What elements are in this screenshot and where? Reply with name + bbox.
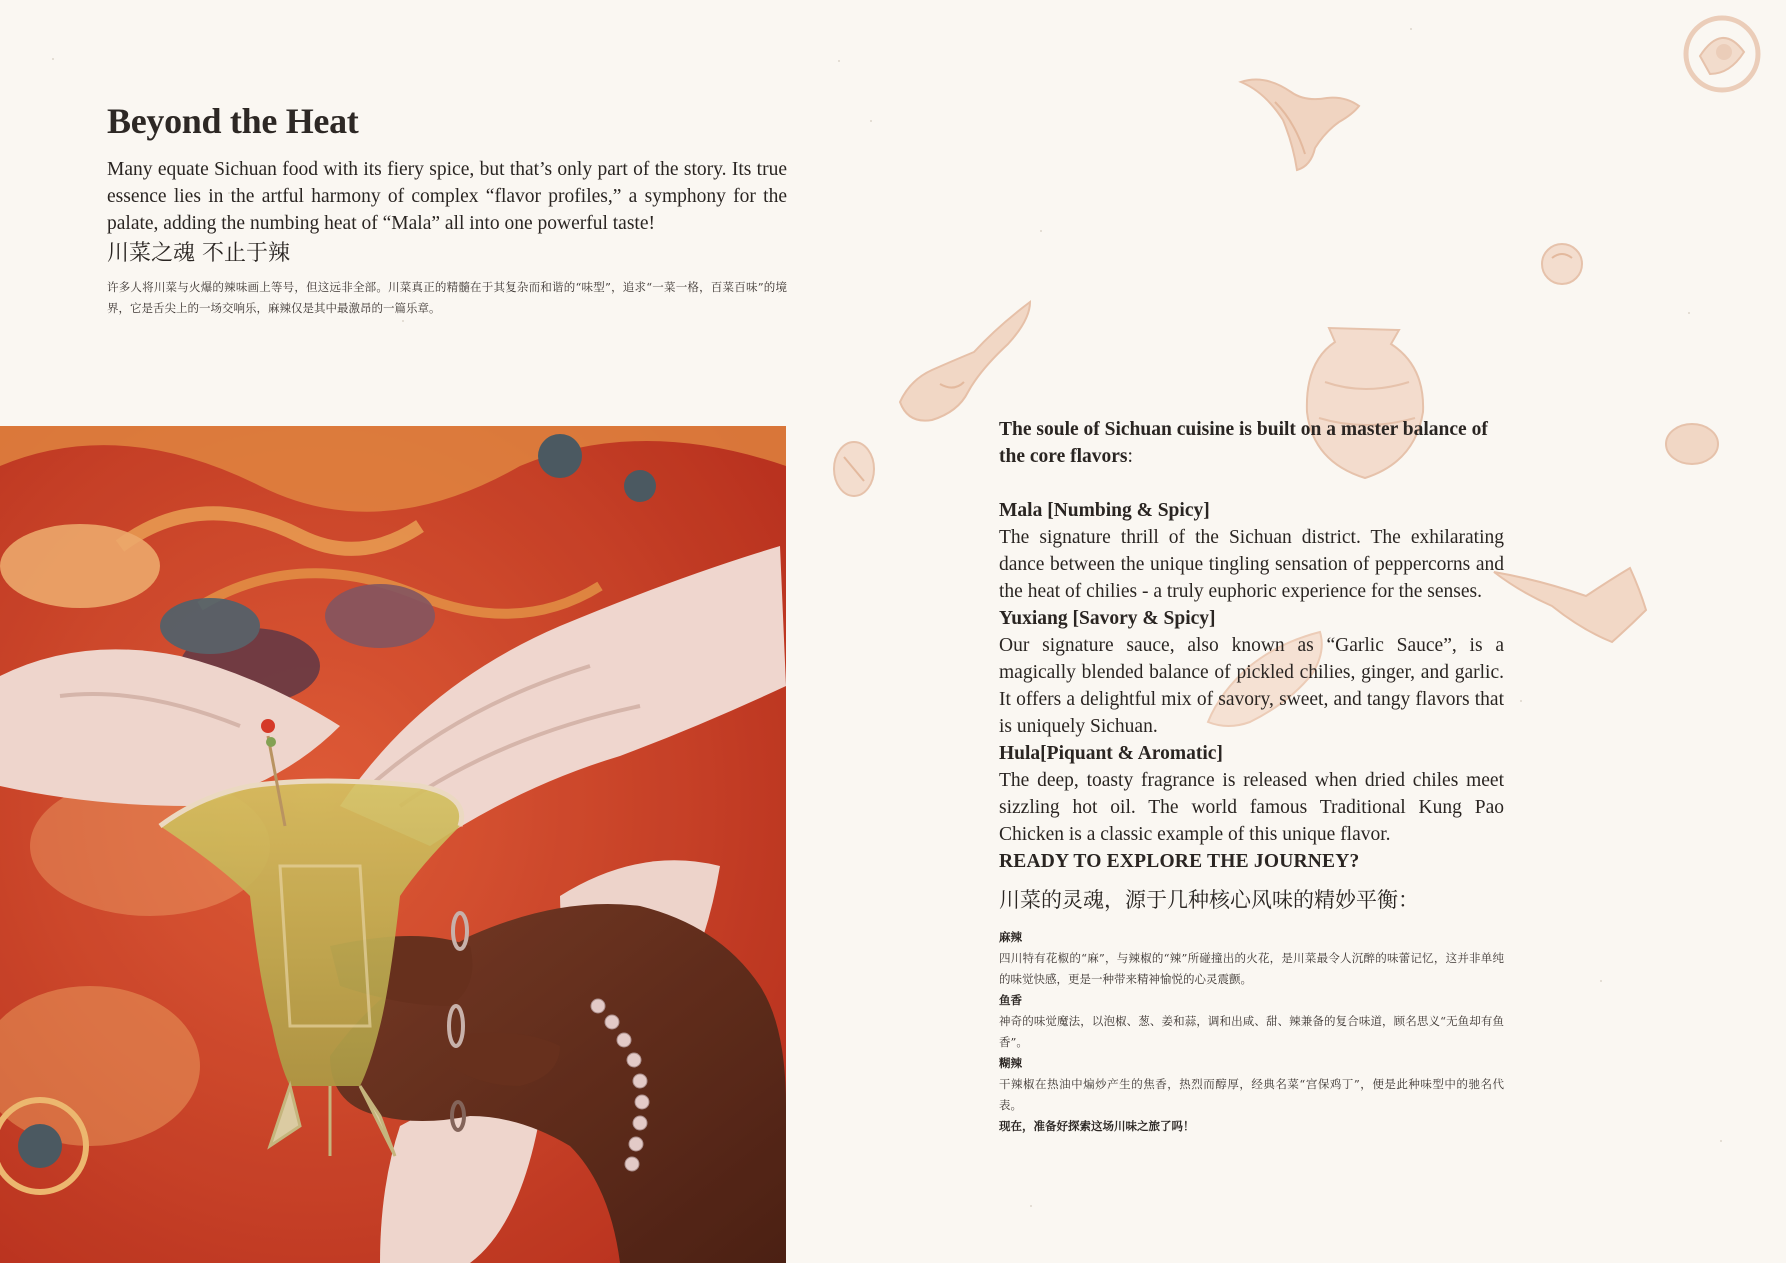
seed-icon — [1663, 418, 1721, 470]
flavor-name-cn-hula: 糊辣 — [999, 1056, 1022, 1070]
flavor-desc-cn-mala: 四川特有花椒的“麻”，与辣椒的“辣”所碰撞出的火花，是川菜最令人沉醉的味蕾记忆，这并非单纯的味觉快感，更是一种带来精神愉悦的心灵震颤。 — [999, 951, 1504, 986]
flavors-section — [999, 416, 1504, 1137]
flavor-name-mala: Mala [Numbing & Spicy] — [999, 500, 1210, 521]
flavor-name-hula: Hula[Piquant & Aromatic] — [999, 743, 1223, 764]
flavor-name-cn-yuxiang: 鱼香 — [999, 993, 1022, 1007]
flavors-lead-colon: : — [1127, 446, 1133, 467]
flavor-name-yuxiang: Yuxiang [Savory & Spicy] — [999, 608, 1216, 629]
peppercorn-icon — [1538, 240, 1586, 288]
flavor-name-cn-mala: 麻辣 — [999, 930, 1022, 944]
cocktail-photo — [0, 426, 786, 1263]
seed-icon — [828, 437, 880, 501]
flavors-cn-block — [999, 927, 1504, 1137]
dried-chili-icon — [1235, 62, 1365, 182]
page-title-cn: 川菜之魂 不止于辣 — [107, 241, 290, 266]
page-title: Beyond the Heat — [107, 101, 359, 141]
journey-cta-cn: 现在，准备好探索这场川味之旅了吗！ — [999, 1119, 1195, 1133]
journey-cta: READY TO EXPLORE THE JOURNEY? — [999, 851, 1360, 872]
flavors-lead-text: The soule of Sichuan cuisine is built on a master balance of the core flavors — [999, 419, 1488, 467]
intro-body-cn: 许多人将川菜与火爆的辣味画上等号，但这远非全部。川菜真正的精髓在于其复杂而和谐的“味型”，追求“一菜一格，百菜百味”的境界，它是舌尖上的一场交响乐，麻辣仅是其中最激昂的一篇乐章。 — [107, 280, 787, 315]
intro-body-en: Many equate Sichuan food with its fiery spice, but that’s only part of the story. Its true essence lies in the artful harmony of complex “flavor profiles,” a symphony for the palate, adding the numbing heat of “Mala” all into one powerful taste! — [107, 159, 787, 234]
clove-icon — [880, 296, 1040, 436]
flavors-heading-cn: 川菜的灵魂，源于几种核心风味的精妙平衡： — [999, 888, 1419, 912]
star-anise-icon — [1680, 12, 1764, 96]
flavor-desc-hula: The deep, toasty fragrance is released when dried chiles meet sizzling hot oil. The world famous Traditional Kung Pao Chicken is a classic example of this unique flavor. — [999, 770, 1504, 845]
intro-section — [107, 100, 787, 319]
spacer — [999, 470, 1504, 497]
chili-pepper-icon — [1490, 550, 1650, 660]
flavor-desc-mala: The signature thrill of the Sichuan district. The exhilarating dance between the unique tingling sensation of peppercorns and the heat of chilies - a truly euphoric experience for the senses. — [999, 527, 1504, 602]
flavors-lead — [999, 416, 1504, 470]
flavor-desc-yuxiang: Our signature sauce, also known as “Garlic Sauce”, is a magically blended balance of pickled chilies, ginger, and garlic. It offers a delightful mix of savory, sweet, and tangy flavors that is uniquely Sichuan. — [999, 635, 1504, 737]
flavor-desc-cn-yuxiang: 神奇的味觉魔法，以泡椒、葱、姜和蒜，调和出咸、甜、辣兼备的复合味道，顾名思义“无鱼却有鱼香”。 — [999, 1014, 1504, 1049]
flavor-desc-cn-hula: 干辣椒在热油中煸炒产生的焦香，热烈而醇厚，经典名菜“宫保鸡丁”，便是此种味型中的驰名代表。 — [999, 1077, 1504, 1112]
